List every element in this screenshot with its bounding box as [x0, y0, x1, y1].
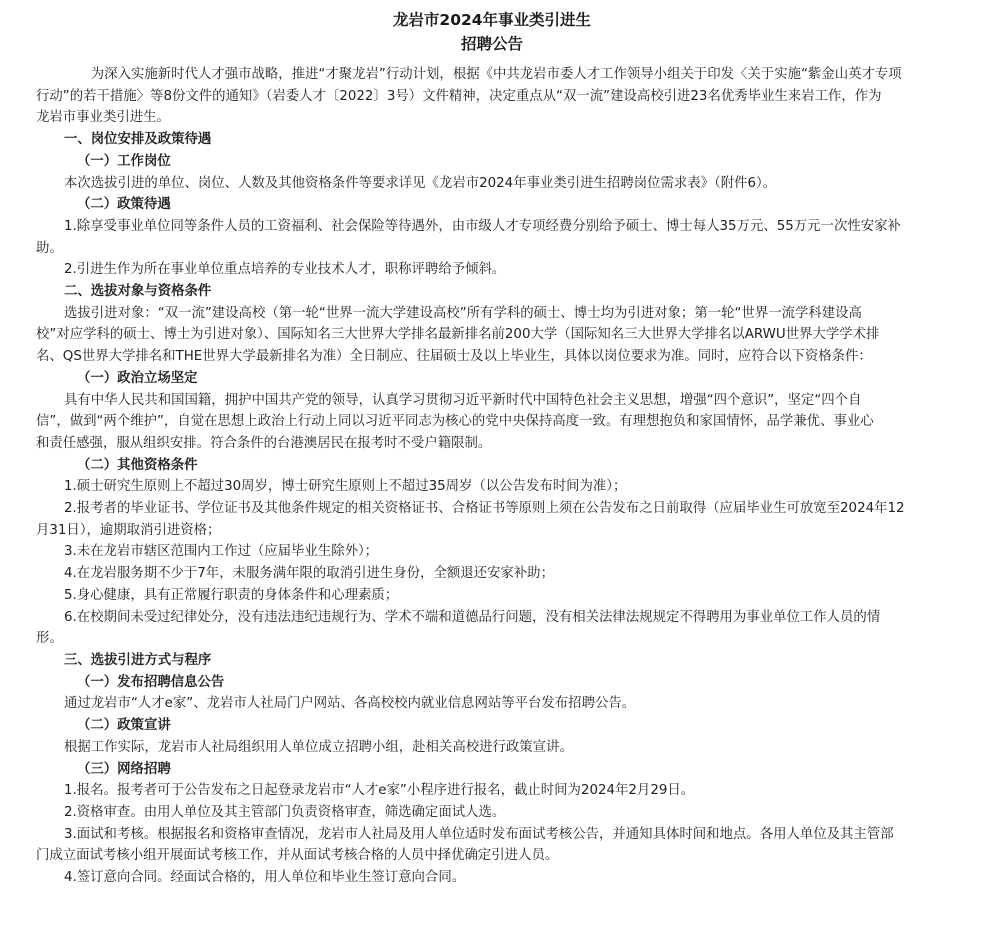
- publish-text: 通过龙岩市“人才e家”、龙岩市人社局门户网站、各高校校内就业信息网站等平台发布招聘公告。: [64, 696, 636, 712]
- spacer: [64, 56, 950, 64]
- condition-4: 4.在龙岩服务期不少于7年，未服务满年限的取消引进生身份，全额退还安家补助；: [64, 566, 554, 582]
- section-3-sub-2-heading: （二）政策宣讲: [77, 718, 171, 734]
- condition-3: 3.未在龙岩市辖区范围内工作过（应届毕业生除外）；: [64, 544, 379, 560]
- section-1-heading: 一、岗位安排及政策待遇: [64, 132, 212, 148]
- condition-2-line-1: 2.报考者的毕业证书、学位证书及其他条件规定的相关资格证书、合格证书等原则上须在公告发布之日前取得（应届毕业生可放宽至2024年12: [64, 501, 905, 517]
- political-line-1: 具有中华人民共和国国籍，拥护中国共产党的领导，认真学习贯彻习近平新时代中国特色社会主义思想，增强“四个意识”，坚定“四个自: [64, 392, 862, 408]
- policy-item-1-line-1: 1.除享受事业单位同等条件人员的工资福利、社会保险等待遇外，由市级人才专项经费分别给予硕士、博士每人35万元、55万元一次性安家补: [64, 218, 901, 234]
- policy-item-2: 2.引进生作为所在事业单位重点培养的专业技术人才，职称评聘给予倾斜。: [64, 262, 506, 278]
- condition-6-line-2: 形。: [36, 631, 63, 647]
- section-1-sub-1-text: 本次选拔引进的单位、岗位、人数及其他资格条件等要求详见《龙岩市2024年事业类引进生招聘岗位需求表》（附件6）。: [64, 175, 777, 191]
- eligibility-line-3: 名、QS世界大学排名和THE世界大学最新排名为准）全日制应、往届硕士及以上毕业生，具体以岗位要求为准。同时，应符合以下资格条件：: [36, 349, 872, 365]
- step-3-line-2: 门成立面试考核小组开展面试考核工作，并从面试考核合格的人员中择优确定引进人员。: [36, 848, 559, 864]
- eligibility-line-2: 校”对应学科的硕士、博士为引进对象）、国际知名三大世界大学排名最新排名前200大学（国际知名三大世界大学排名以ARWU世界大学学术排: [36, 327, 880, 343]
- condition-2-line-2: 月31日），逾期取消引进资格；: [36, 522, 221, 538]
- section-2-sub-1-heading: （一）政治立场坚定: [77, 370, 198, 386]
- condition-1: 1.硕士研究生原则上不超过30周岁，博士研究生原则上不超过35周岁（以公告发布时间为准）；: [64, 479, 627, 495]
- step-3-line-1: 3.面试和考核。根据报名和资格审查情况，龙岩市人社局及用人单位适时发布面试考核公告，并通知具体时间和地点。各用人单位及其主管部: [64, 826, 894, 842]
- intro-line-3: 龙岩市事业类引进生。: [36, 110, 170, 126]
- section-1-sub-2-heading: （二）政策待遇: [77, 197, 171, 213]
- condition-6-line-1: 6.在校期间未受过纪律处分，没有违法违纪违规行为、学术不端和道德品行问题，没有相关法律法规规定不得聘用为事业单位工作人员的情: [64, 609, 881, 625]
- step-1: 1.报名。报考者可于公告发布之日起登录龙岩市“人才e家”小程序进行报名，截止时间为2024年2月29日。: [64, 783, 695, 799]
- section-3-heading: 三、选拔引进方式与程序: [64, 652, 212, 668]
- step-2: 2.资格审查。由用人单位及其主管部门负责资格审查，筛选确定面试人选。: [64, 804, 506, 820]
- section-2-sub-2-heading: （二）其他资格条件: [77, 457, 198, 473]
- condition-5: 5.身心健康，具有正常履行职责的身体条件和心理素质；: [64, 587, 399, 603]
- intro-line-1: 为深入实施新时代人才强市战略，推进“才聚龙岩”行动计划，根据《中共龙岩市委人才工作领导小组关于印发〈关于实施“紫金山英才专项: [90, 67, 902, 82]
- policy-item-1-line-2: 助。: [36, 240, 63, 256]
- briefing-text: 根据工作实际，龙岩市人社局组织用人单位成立招聘小组，赴相关高校进行政策宣讲。: [64, 739, 573, 755]
- political-line-2: 信”，做到“两个维护”，自觉在思想上政治上行动上同以习近平同志为核心的党中央保持高度一致。有理想抱负和家国情怀，品学兼优、事业心: [36, 414, 874, 430]
- section-2-heading: 二、选拔对象与资格条件: [64, 284, 212, 300]
- section-3-sub-1-heading: （一）发布招聘信息公告: [77, 674, 225, 690]
- intro-line-2: 行动”的若干措施〉等8份文件的通知》（岩委人才〔2022〕3号）文件精神，决定重点从“双一流”建设高校引进23名优秀毕业生来岩工作，作为: [36, 88, 882, 104]
- page-subtitle: 招聘公告: [460, 35, 523, 53]
- eligibility-line-1: 选拔引进对象：“双一流”建设高校（第一轮“世界一流大学建设高校”所有学科的硕士、博士均为引进对象；第一轮“世界一流学科建设高: [64, 305, 862, 321]
- page-title: 龙岩市2024年事业类引进生: [392, 11, 592, 29]
- step-4: 4.签订意向合同。经面试合格的，用人单位和毕业生签订意向合同。: [64, 870, 466, 886]
- political-line-3: 和责任感强，服从组织安排。符合条件的台港澳居民在报考时不受户籍限制。: [36, 435, 492, 451]
- section-3-sub-3-heading: （三）网络招聘: [77, 761, 171, 777]
- section-1-sub-1-heading: （一）工作岗位: [77, 153, 171, 169]
